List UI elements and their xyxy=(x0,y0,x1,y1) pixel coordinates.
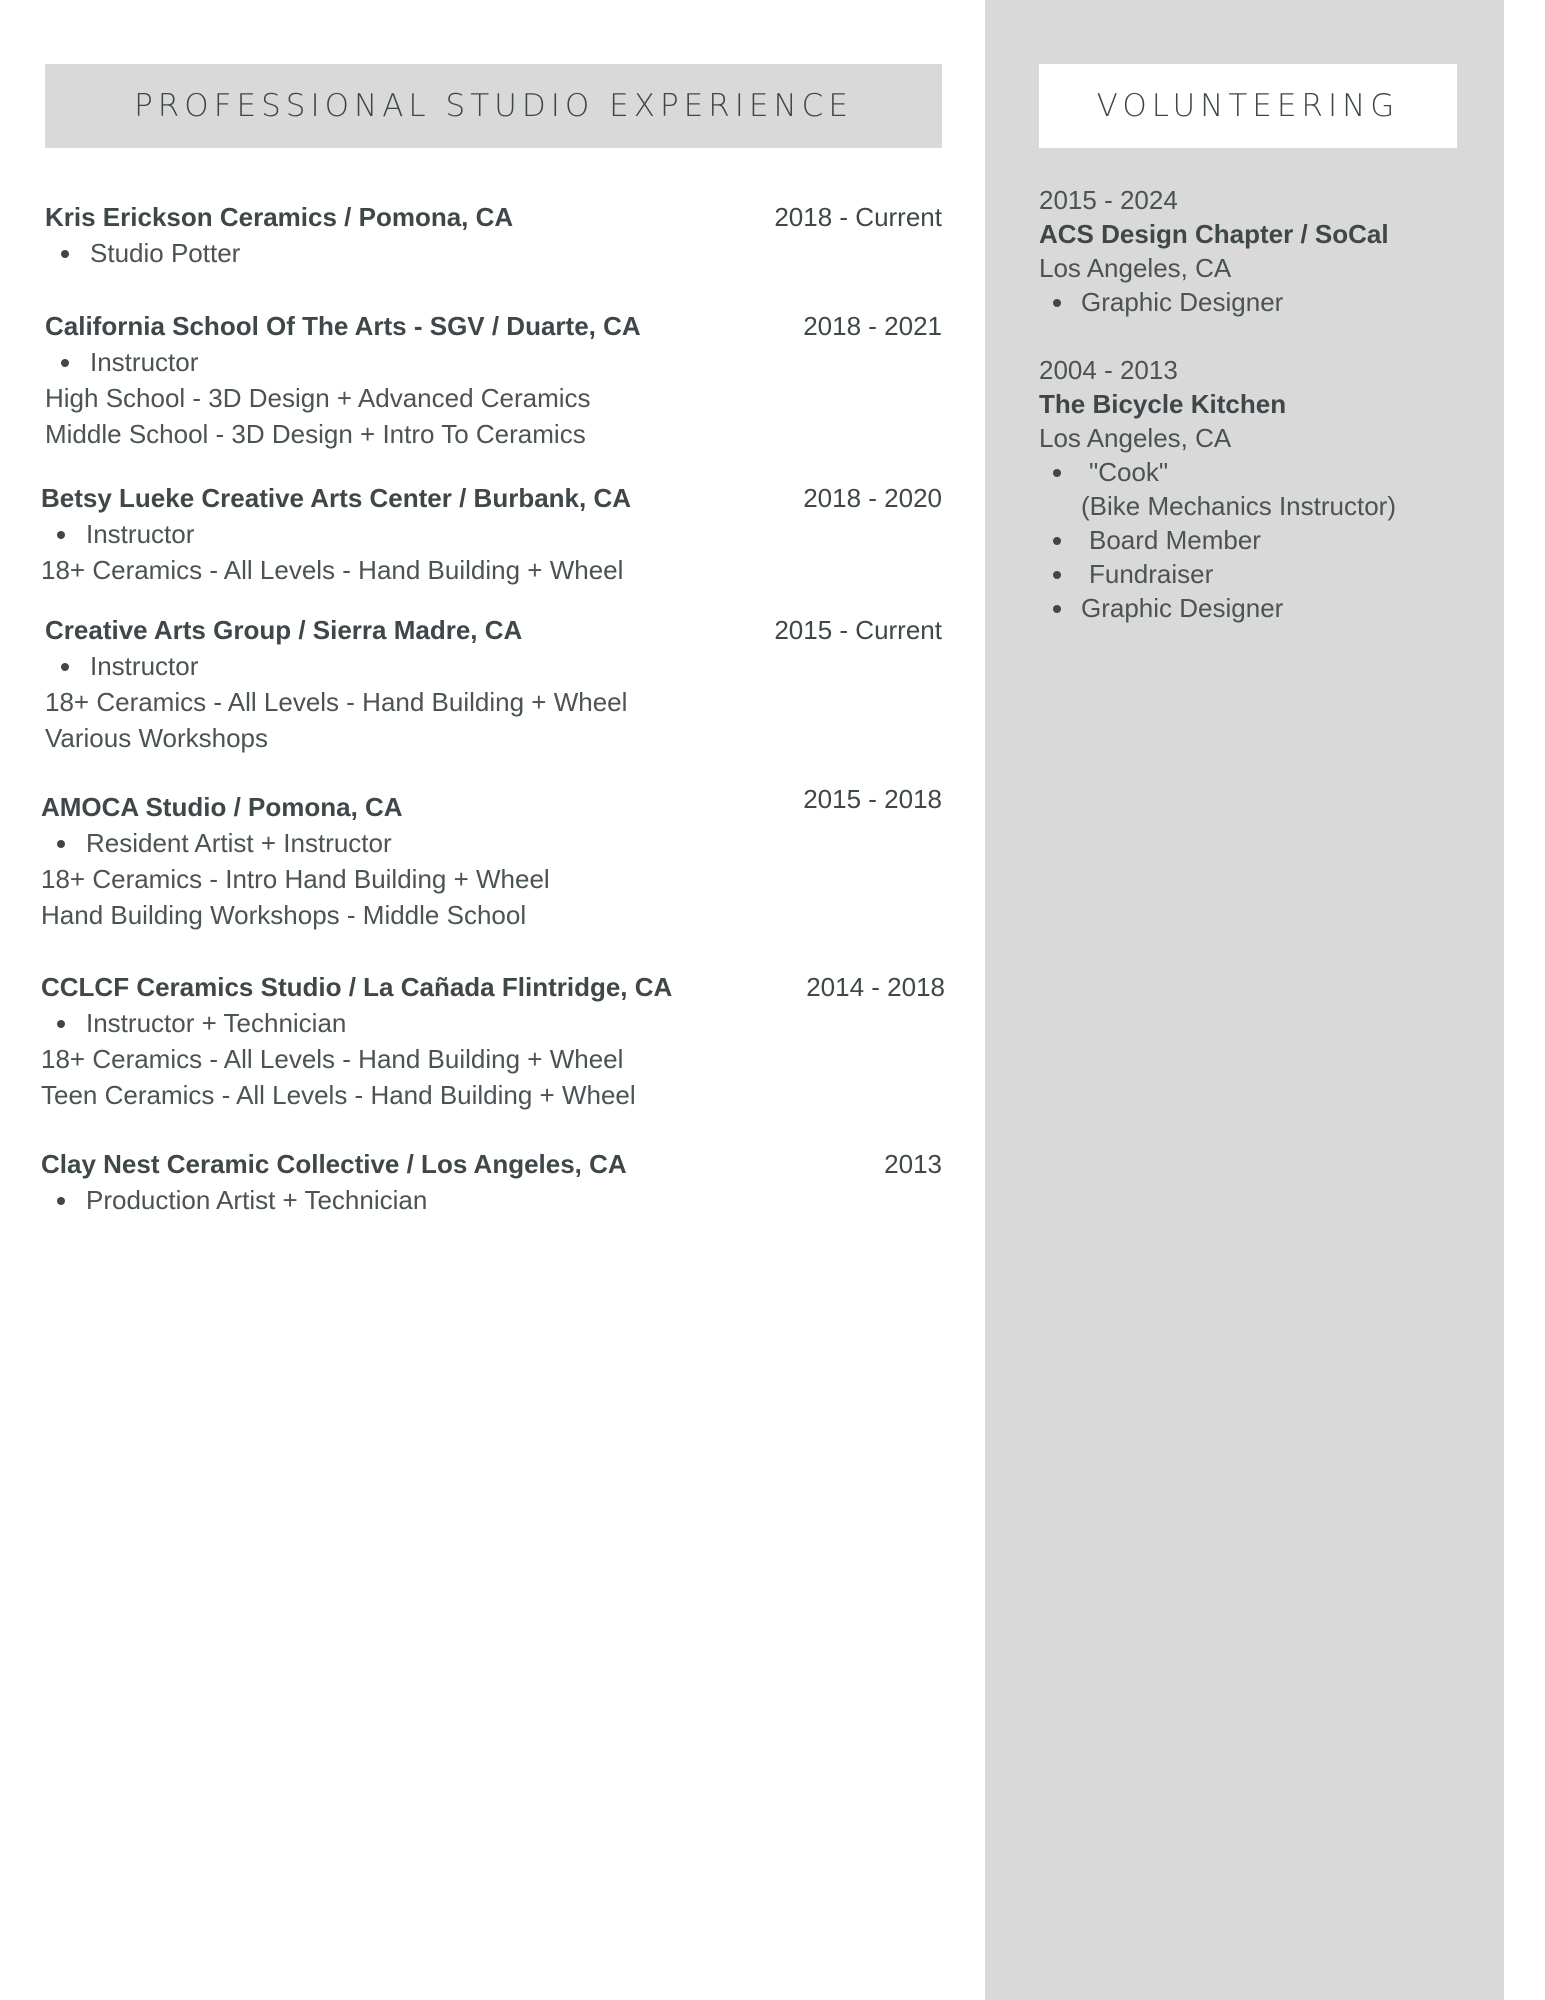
volunteering-location: Los Angeles, CA xyxy=(1039,253,1232,283)
job-title: Betsy Lueke Creative Arts Center / Burbank, CA xyxy=(41,483,632,513)
job-dates: 2018 - 2020 xyxy=(803,483,942,513)
volunteering-org: ACS Design Chapter / SoCal xyxy=(1039,219,1389,249)
job-title: CCLCF Ceramics Studio / La Cañada Flintridge, CA xyxy=(41,972,673,1002)
experience-heading-box xyxy=(45,64,942,148)
volunteering-org: The Bicycle Kitchen xyxy=(1039,389,1287,419)
experience-entry xyxy=(41,1146,627,1218)
job-dates: 2018 - 2021 xyxy=(803,311,942,341)
experience-entry xyxy=(41,480,631,588)
job-title: AMOCA Studio / Pomona, CA xyxy=(41,792,403,822)
job-detail-line: Hand Building Workshops - Middle School xyxy=(41,900,527,930)
job-title: California School Of The Arts - SGV / Duarte, CA xyxy=(45,311,641,341)
job-title: Creative Arts Group / Sierra Madre, CA xyxy=(45,615,523,645)
volunteering-heading-box xyxy=(1039,64,1457,148)
job-detail-line: 18+ Ceramics - All Levels - Hand Building + Wheel xyxy=(45,687,628,717)
job-dates: 2015 - 2018 xyxy=(803,784,942,814)
experience-entry xyxy=(41,789,550,933)
volunteering-heading: VOLUNTEERING xyxy=(1096,88,1400,124)
job-dates: 2018 - Current xyxy=(774,202,942,232)
experience-heading: PROFESSIONAL STUDIO EXPERIENCE xyxy=(134,88,853,124)
job-role: Instructor xyxy=(45,648,627,684)
volunteering-dates: 2015 - 2024 xyxy=(1039,185,1178,215)
job-title: Kris Erickson Ceramics / Pomona, CA xyxy=(45,202,514,232)
job-detail-line: 18+ Ceramics - Intro Hand Building + Wheel xyxy=(41,864,550,894)
volunteering-entry xyxy=(1039,183,1389,319)
volunteering-entry xyxy=(1039,353,1396,625)
experience-entry xyxy=(45,308,641,452)
job-detail-line: Middle School - 3D Design + Intro To Ceramics xyxy=(45,419,586,449)
experience-entry xyxy=(45,199,513,271)
job-dates: 2015 - Current xyxy=(774,615,942,645)
volunteering-role: "Cook" xyxy=(1039,455,1396,489)
job-dates: 2013 xyxy=(884,1149,942,1179)
job-detail-line: Teen Ceramics - All Levels - Hand Building + Wheel xyxy=(41,1080,636,1110)
job-detail-line: Various Workshops xyxy=(45,723,269,753)
job-role: Instructor xyxy=(41,516,631,552)
volunteering-role: Board Member xyxy=(1039,523,1396,557)
volunteering-dates: 2004 - 2013 xyxy=(1039,355,1178,385)
volunteering-role: Graphic Designer xyxy=(1039,591,1396,625)
volunteering-role: Fundraiser xyxy=(1039,557,1396,591)
job-title: Clay Nest Ceramic Collective / Los Angeles, CA xyxy=(41,1149,627,1179)
job-role: Instructor xyxy=(45,344,641,380)
experience-entry xyxy=(41,969,672,1113)
job-detail-line: 18+ Ceramics - All Levels - Hand Building + Wheel xyxy=(41,1044,624,1074)
job-role: Production Artist + Technician xyxy=(41,1182,627,1218)
volunteering-role-note: (Bike Mechanics Instructor) xyxy=(1081,491,1396,521)
experience-entry xyxy=(45,612,627,756)
job-detail-line: 18+ Ceramics - All Levels - Hand Building + Wheel xyxy=(41,555,624,585)
volunteering-role: Graphic Designer xyxy=(1039,285,1389,319)
job-detail-line: High School - 3D Design + Advanced Ceramics xyxy=(45,383,591,413)
job-role: Studio Potter xyxy=(45,235,513,271)
volunteering-location: Los Angeles, CA xyxy=(1039,423,1232,453)
job-role: Resident Artist + Instructor xyxy=(41,825,550,861)
job-dates: 2014 - 2018 xyxy=(806,972,945,1002)
job-role: Instructor + Technician xyxy=(41,1005,672,1041)
